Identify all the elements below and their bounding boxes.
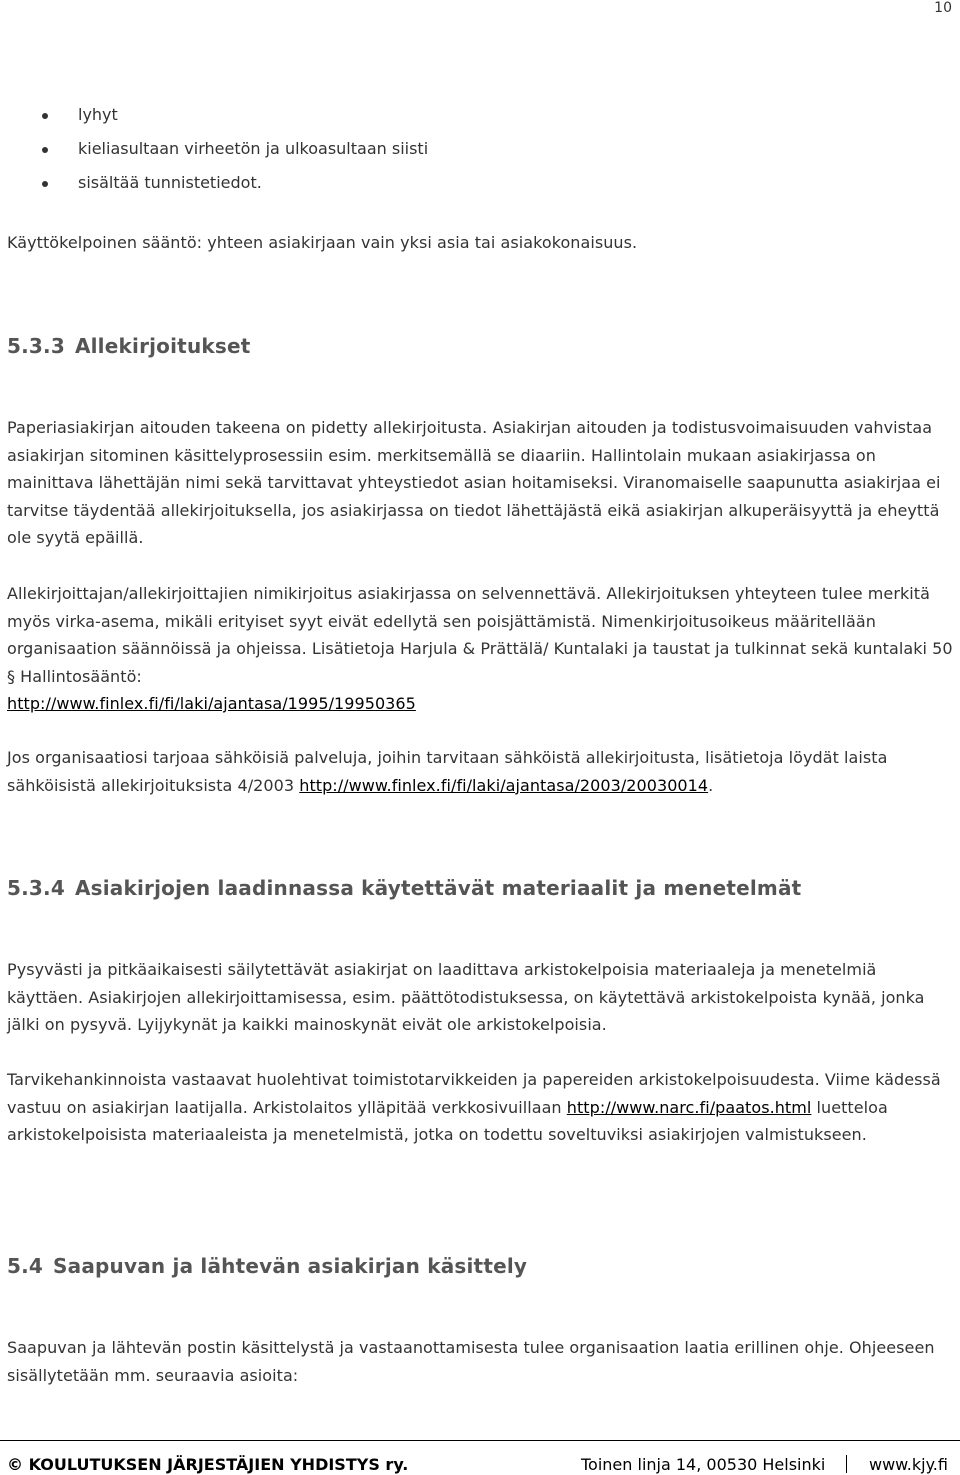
- page-footer: [0, 1440, 960, 1475]
- paragraph-signatures-2: [7, 580, 953, 718]
- section-heading-54: [7, 1254, 527, 1278]
- section-number: 5.3.3: [7, 334, 65, 358]
- paragraph-text: Tarvikehankinnoista vastaavat huolehtivat toimistotarvikkeiden ja papereiden arkistokelpoisuudesta. Viime kädessä vastuu on asiakirjan laatijalla. Arkistolaitos ylläpitää verkkosivuillaan: [7, 1070, 941, 1117]
- paragraph-end: .: [708, 775, 714, 795]
- narc-link[interactable]: http://www.narc.fi/paatos.html: [566, 1097, 812, 1117]
- paragraph-text: Allekirjoittajan/allekirjoittajien nimikirjoitus asiakirjassa on selvennettävä. Allekirjoituksen yhteyteen tulee merkitä myös virka-asema, mikäli erityiset syyt eivät edellytä sen poisjättämistä. Nimenkirjoitusoikeus määritellään organisaation säännöissä ja ohjeissa. Lisätietoja Harjula & Prättälä/ Kuntalaki ja taustat ja tulkinnat sekä kuntalaki 50 § Hallintosääntö:: [7, 584, 953, 686]
- footer-address: Toinen linja 14, 00530 Helsinki: [581, 1455, 826, 1474]
- paragraph-materials-1: Pysyvästi ja pitkäaikaisesti säilytettävät asiakirjat on laadittava arkistokelpoisia materiaaleja ja menetelmiä käyttäen. Asiakirjojen allekirjoittamisessa, esim. päättötodistuksessa, on käytettävä arkistokelpoista kynää, jonka jälki on pysyvä. Lyijykynät ja kaikki mainoskynät eivät ole arkistokelpoisia.: [7, 960, 925, 1034]
- paragraph-materials-2: [7, 1066, 953, 1149]
- paragraph-mail-handling: Saapuvan ja lähtevän postin käsittelystä ja vastaanottamisesta tulee organisaation laatia erillinen ohje. Ohjeeseen sisällytetään mm. seuraavia asioita:: [7, 1338, 935, 1385]
- section-title: Allekirjoitukset: [74, 334, 251, 358]
- section-heading-533: [7, 334, 251, 358]
- page-number: 10: [934, 0, 952, 16]
- paragraph-text: Jos organisaatiosi tarjoaa sähköisiä palveluja, joihin tarvitaan sähköistä allekirjoitusta, lisätietoja löydät laista sähköisistä allekirjoituksista 4/2003: [7, 748, 888, 795]
- rule-sentence: Käyttökelpoinen sääntö: yhteen asiakirjaan vain yksi asia tai asiakokonaisuus.: [7, 233, 638, 252]
- list-item: sisältää tunnistetiedot.: [40, 168, 428, 202]
- paragraph-signatures-1: Paperiasiakirjan aitouden takeena on pidetty allekirjoitusta. Asiakirjan aitouden ja todistusvoimaisuuden vahvistaa asiakirjan sitominen käsittelyprosessiin esim. merkitsemällä se diaariin. Hallintolain mukaan asiakirjassa on mainittava lähettäjän nimi sekä tarvittavat yhteystiedot asian hoitamiseksi. Viranomaiselle saapunutta asiakirjaa ei tarvitse täydentää allekirjoituksella, jos asiakirjassa on tiedot lähettäjästä eikä asiakirjan alkuperäisyyttä ja eheyttä ole syytä epäillä.: [7, 418, 941, 547]
- paragraph-text: luetteloa arkistokelpoisista materiaaleista ja menetelmistä, jotka on todettu soveltuviksi asiakirjojen valmistukseen.: [7, 1097, 888, 1144]
- list-item: lyhyt: [40, 100, 428, 134]
- bullet-list: [40, 100, 428, 202]
- footer-divider: [846, 1455, 847, 1473]
- footer-organization: © KOULUTUKSEN JÄRJESTÄJIEN YHDISTYS ry.: [7, 1455, 409, 1474]
- footer-website: www.kjy.fi: [869, 1455, 948, 1474]
- paragraph-signatures-3: [7, 744, 953, 799]
- section-number: 5.4: [7, 1254, 44, 1278]
- section-title: Asiakirjojen laadinnassa käytettävät materiaalit ja menetelmät: [74, 876, 802, 900]
- finlex-link-2003[interactable]: http://www.finlex.fi/fi/laki/ajantasa/2003/20030014: [299, 775, 709, 795]
- section-heading-534: [7, 876, 801, 900]
- section-title: Saapuvan ja lähtevän asiakirjan käsittely: [53, 1254, 528, 1278]
- finlex-link-1995[interactable]: http://www.finlex.fi/fi/laki/ajantasa/1995/19950365: [7, 694, 416, 713]
- section-number: 5.3.4: [7, 876, 65, 900]
- list-item: kieliasultaan virheetön ja ulkoasultaan siisti: [40, 134, 428, 168]
